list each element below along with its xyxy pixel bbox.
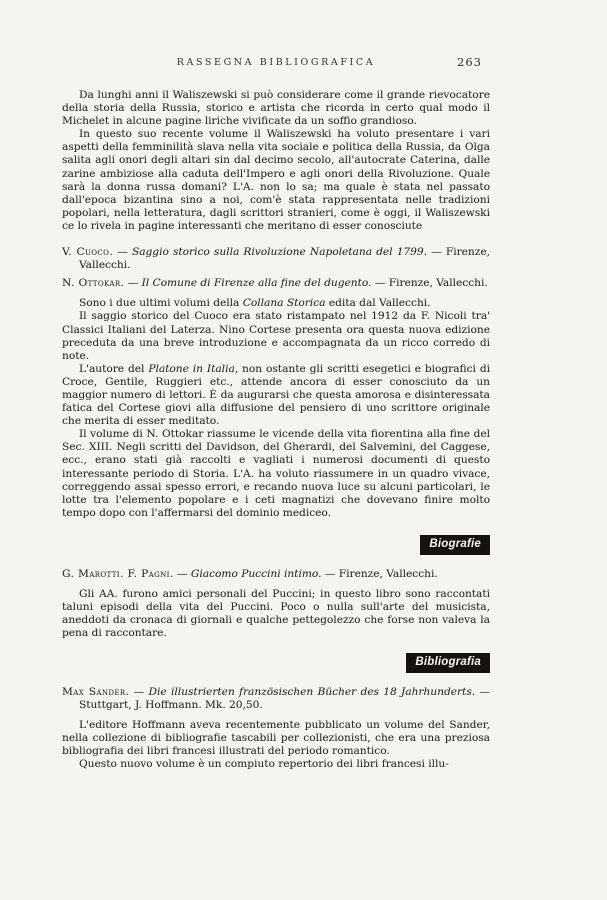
section-heading-biografie: Biografie	[420, 535, 490, 556]
entry-author: V. Cuoco.	[62, 246, 114, 259]
entry-imprint: — Firenze, Vallecchi.	[79, 246, 490, 272]
paragraph-puccini: Gli AA. furono amici personali del Puccini; in questo libro sono raccontati taluni episodi della vita del Puccini. Poco o nulla sull'arte del musicista, aneddoti da cronaca di giornali e qualche pettegolezzo che forse non valeva la pena di raccontare.	[62, 587, 490, 639]
entry-separator: —	[113, 246, 132, 259]
entry-title: Il Comune di Firenze alla fine del dugento.	[141, 277, 372, 290]
entry-imprint: — Firenze, Vallecchi.	[321, 568, 438, 581]
italic-run: Collana Storica	[242, 297, 326, 310]
text-run: Sono i due ultimi volumi della	[79, 297, 243, 310]
entry-separator: —	[129, 686, 149, 699]
paragraph-waliszewski-volume: In questo suo recente volume il Waliszewski ha voluto presentare i vari aspetti della femminilità slava nella vita sociale e politica della Russia, da Olga salita agli onori degli altari sin dal decimo secolo, all'autocrate Caterina, dalle zarine ambiziose alla caduta dell'Impero e agli onori della Rivoluzione. Quale sarà la donna russa domani? L'A. non lo sa; ma quale è stata nel passato dall'epoca bizantina sino a noi, com'è stata rappresentata nelle tradizioni popolari, nella letteratura, dagli scrittori stranieri, come è oggi, il Waliszewski ce lo rivela in pagine interessanti che meritano di esser conosciute	[62, 128, 490, 232]
paragraph-collana-storica	[62, 297, 490, 310]
bib-entry-sander	[62, 686, 490, 712]
bib-entry-marotti-pagni	[62, 568, 490, 581]
running-title: RASSEGNA BIBLIOGRAFICA	[176, 57, 376, 68]
paragraph-ottokar-volume: Il volume di N. Ottokar riassume le vicende della vita fiorentina alla fine del Sec. XIII. Negli scritti del Davidson, del Gherardi, del Salvemini, del Caggese, ecc., erano stati già raccolti e vagliati i numerosi documenti di questo interessante periodo di Storia. L'A. ha voluto riassumere in un quadro vivace, correggendo assai spesso errori, e recando nuova luce su alcuni particolari, le lotte tra l'elemento popolare e i ceti magnatizi che dovevano finire molto tempo dopo con l'affermarsi del dominio mediceo.	[62, 428, 490, 519]
section-heading-row	[62, 653, 490, 674]
entry-imprint: — Stuttgart, J. Hoffmann. Mk. 20,50.	[79, 686, 490, 712]
entry-separator: —	[124, 277, 142, 290]
text-column	[62, 89, 490, 771]
page-number: 263	[457, 55, 482, 69]
entry-title: Saggio storico sulla Rivoluzione Napoletana del 1799.	[131, 246, 428, 259]
bib-entry-ottokar	[62, 277, 490, 290]
text-run: edita dal Vallecchi.	[325, 297, 431, 310]
italic-run: Platone in Italia	[148, 362, 235, 375]
paragraph-saggio-cuoco: Il saggio storico del Cuoco era stato ristampato nel 1912 da F. Nicoli tra' Classici Italiani del Laterza. Nino Cortese presenta ora questa nuova edizione preceduta da una breve introduzione e accompagnata da un ricco corredo di note.	[62, 310, 490, 362]
section-heading-bibliografia: Bibliografia	[406, 653, 490, 674]
page-header	[62, 57, 490, 72]
section-heading-row	[62, 535, 490, 556]
bib-entry-cuoco	[62, 246, 490, 272]
entry-imprint: — Firenze, Vallecchi.	[371, 277, 488, 290]
paragraph-platone-italia	[62, 363, 490, 428]
text-run: , non ostante gli scritti esegetici e biografici di Croce, Gentile, Ruggieri etc., attende ancora di esser conosciuto da un maggior numero di lettori. È da augurarsi che questa amorosa e disinteressata fatica del Cortese giovi alla diffusione del pensiero di uno scrittore originale che merita di esser meditato.	[62, 362, 491, 428]
paragraph-hoffmann: L'editore Hoffmann aveva recentemente pubblicato un volume del Sander, nella collezione di bibliografie tascabili per collezionisti, che era una preziosa bibliografia dei libri francesi illustrati del periodo romantico.	[62, 718, 490, 757]
entry-title: Giacomo Puccini intimo.	[190, 568, 322, 581]
text-run: L'autore del	[79, 362, 149, 375]
entry-author: N. Ottokar.	[62, 277, 125, 290]
entry-separator: —	[173, 568, 191, 581]
entry-title: Die illustrierten französischen Bücher des 18 Jahrhunderts.	[148, 686, 476, 699]
paragraph-nuovo-volume: Questo nuovo volume è un compiuto repertorio dei libri francesi illu-	[79, 757, 449, 770]
entry-author: G. Marotti. F. Pagni.	[62, 568, 174, 581]
paragraph-waliszewski-intro: Da lunghi anni il Waliszewski si può considerare come il grande rievocatore della storia della Russia, storico e artista che ricorda in certo qual modo il Michelet in alcune pagine liriche vivificate da un soffio grandioso.	[62, 89, 490, 128]
entry-author: Max Sander.	[62, 686, 130, 699]
